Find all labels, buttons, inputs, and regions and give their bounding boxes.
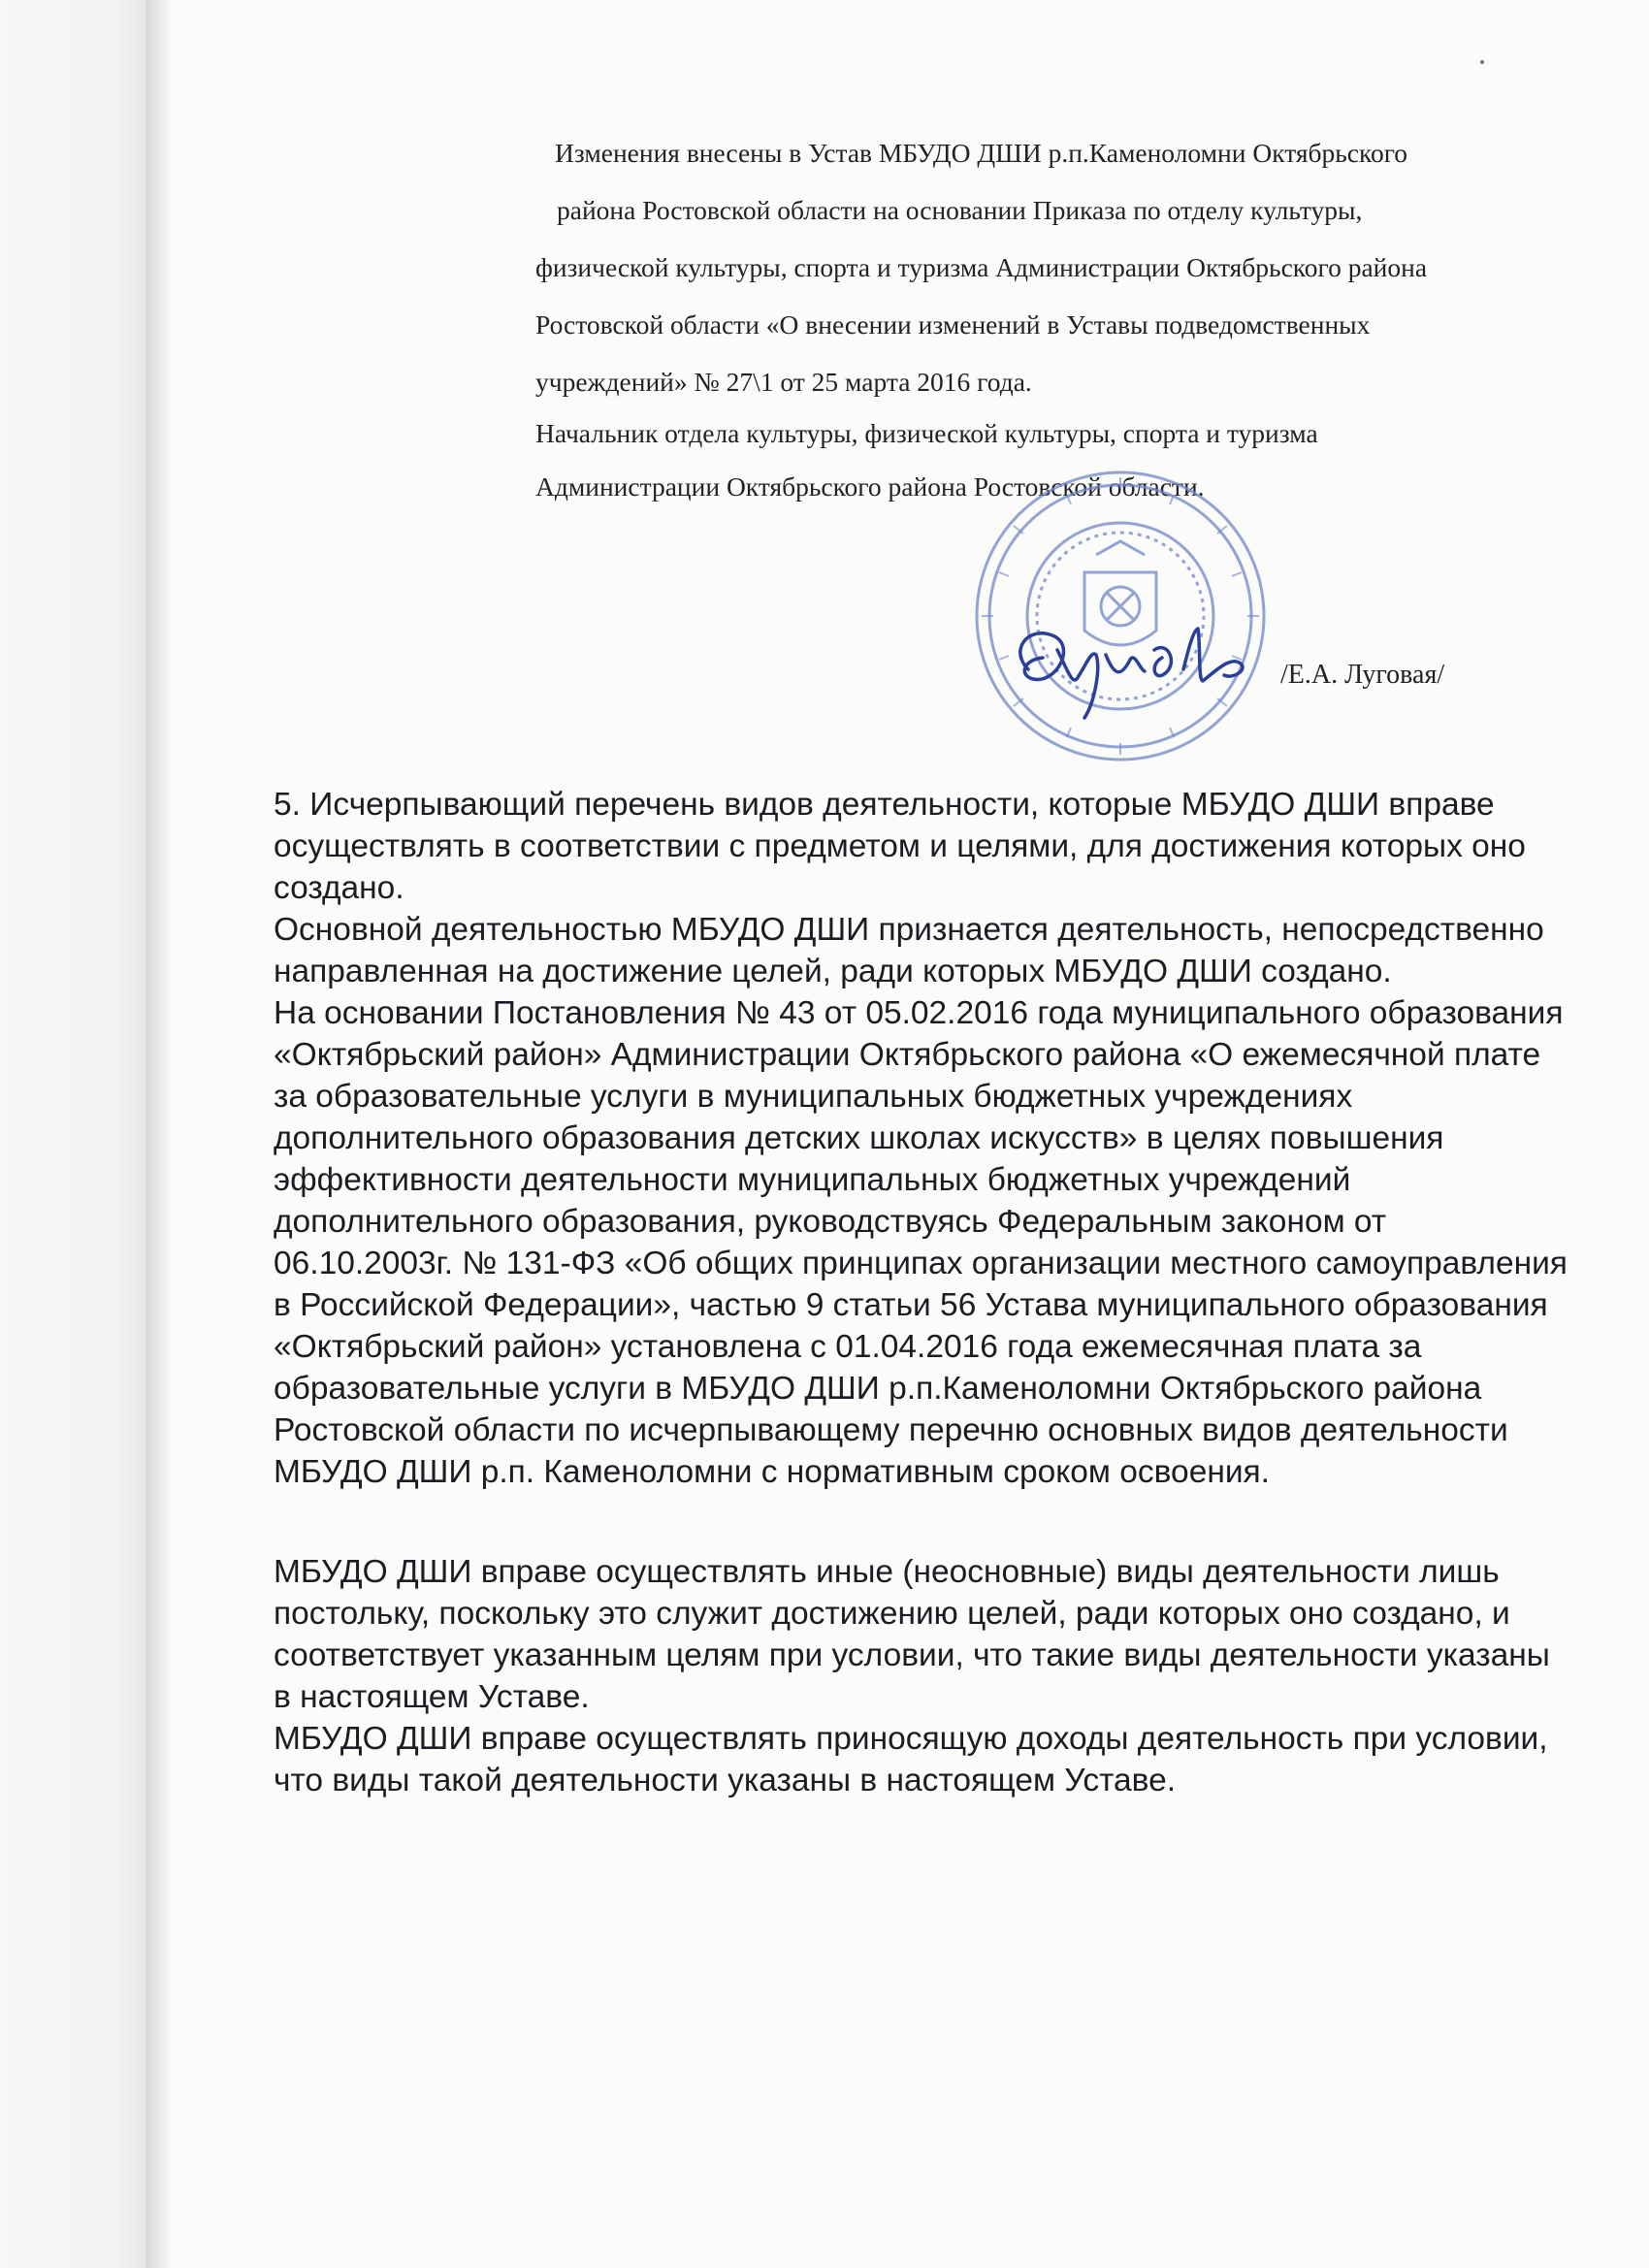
handwritten-signature [999,611,1300,728]
scan-fold-shadow [146,0,173,2268]
amendment-note-line: Начальник отдела культуры, физической культуры, спорта и туризма [535,418,1318,448]
section-heading-paragraph: 5. Исчерпывающий перечень видов деятельности, которые МБУДО ДШИ вправе осуществлять в соответствии с предметом и целями, для достижения которых оно создано. [274,787,1526,906]
amendment-note-line: Администрации Октябрьского района Ростовской области. [535,471,1205,502]
body-paragraph: Основной деятельностью МБУДО ДШИ признается деятельность, непосредственно направленная на достижение целей, ради которых МБУДО ДШИ создано. [274,912,1544,989]
body-paragraph: МБУДО ДШИ вправе осуществлять иные (неосновные) виды деятельности лишь постольку, поскольку это служит достижению целей, ради которых оно создано, и соответствует указанным целям при условии, что такие виды деятельности указаны в настоящем Уставе. [274,1554,1550,1715]
scan-margin [0,0,146,2268]
amendment-note [535,124,1544,518]
amendment-note-line: Изменения внесены в Устав МБУДО ДШИ р.п.Каменоломни Октябрьского [555,138,1408,168]
amendment-note-line: Ростовской области «О внесении изменений в Уставы подведомственных [535,309,1371,340]
amendment-note-line: учреждений» № 27\1 от 25 марта 2016 года. [535,367,1032,397]
paragraph-gap [274,1493,1573,1551]
amendment-note-line: района Ростовской области на основании Приказа по отделу культуры, [557,195,1363,225]
signatory-name: /Е.А. Луговая/ [1280,660,1445,690]
body-paragraph: На основании Постановления № 43 от 05.02.2016 года муниципального образования «Октябрьский район» Администрации Октябрьского района «О ежемесячной плате за образовательные услуги в муниципальных бюджетных учреждениях дополнительного образования детских школах искусств» в целях повышения эффективности деятельности муниципальных бюджетных учреждений дополнительного образования, руководствуясь Федеральным законом от 06.10.2003г. № 131-ФЗ «Об общих принципах организации местного самоуправления в Российской Федерации», частью 9 статьи 56 Устава муниципального образования «Октябрьский район» установлена с 01.04.2016 года ежемесячная плата за образовательные услуги в МБУДО ДШИ р.п.Каменоломни Октябрьского района Ростовской области по исчерпывающему перечню основных видов деятельности МБУДО ДШИ р.п. Каменоломни с нормативным сроком освоения. [274,995,1568,1490]
scan-speck [1480,60,1484,64]
document-body [274,784,1573,1801]
amendment-note-line: физической культуры, спорта и туризма Администрации Октябрьского района [535,252,1428,282]
body-paragraph: МБУДО ДШИ вправе осуществлять приносящую доходы деятельность при условии, что виды такой деятельности указаны в настоящем Уставе. [274,1721,1548,1798]
